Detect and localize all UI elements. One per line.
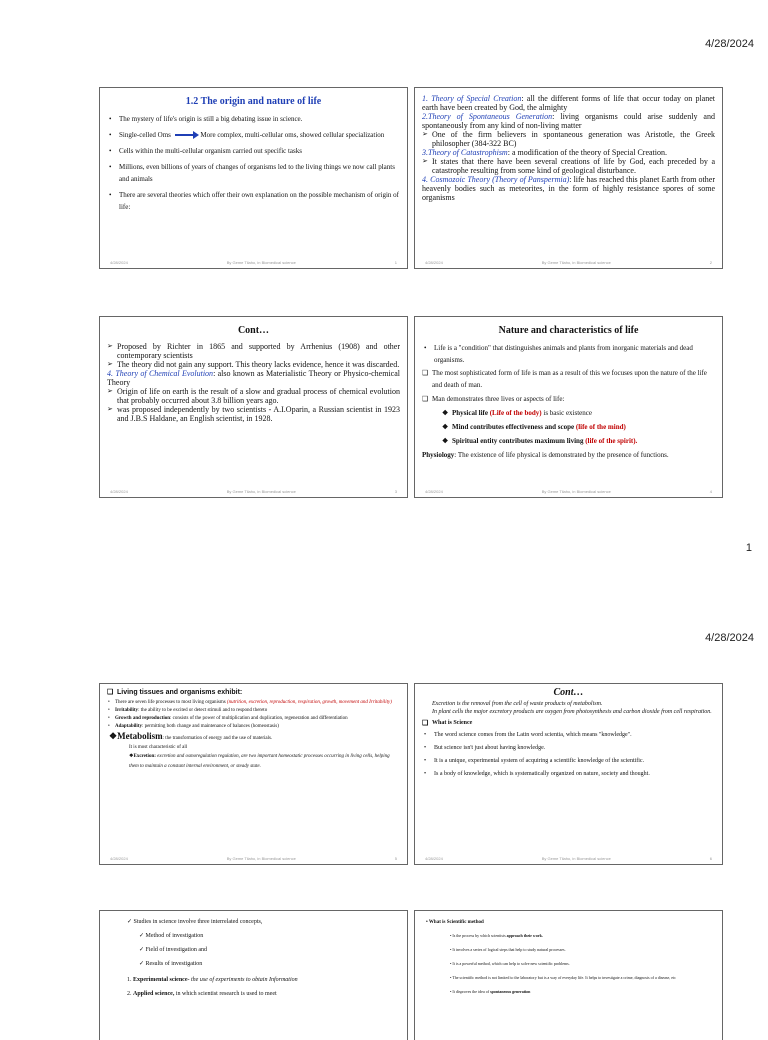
slide-title: Cont… [237,325,270,336]
slide-nature-of-life [414,316,723,498]
slide-cont-1 [99,316,408,498]
list-item: • It is a unique, experimental system of acquiring a scientific knowledge of the scientific. [422,756,715,767]
list-item: ❖ Mind contributes effectiveness and scope (life of the mind) [422,421,715,433]
page-date: 4/28/2024 [705,38,754,50]
page-date: 4/28/2024 [705,632,754,644]
list-item: It is most characteristic of all [129,745,188,750]
bullet-text: Single-celled Oms [119,131,171,139]
slide-title: Cont… [553,687,584,698]
list-item: ✓ Studies in science involve three interrelated concepts, [127,919,263,925]
list-item [107,129,400,141]
list-item: • Millions, even billions of years of changes of organisms led to the living things we now call plants and animals [107,161,400,185]
list-item: • Is the process by which scientists approach their work. [450,933,543,938]
theory-1: 1. Theory of Special Creation: all the different forms of life that occur today on planet earth have been created by God, the almighty [422,94,715,112]
slide-footer: 4/28/2024 By Geme Tilaho, in Biomedical science 2 [425,260,712,265]
list-item: Excretion is the removal from the cell of waste products of metabolism. [432,701,603,707]
list-item: ❑ The most sophisticated form of life is man as a result of this we focuses upon the nature of the life and death of man. [422,367,715,391]
slide-origin-of-life [99,87,408,269]
list-item: • What is Scientific method [426,920,484,925]
theory-3: 3.Theory of Catastrophism: a modification of the theory of Special Creation. [422,148,668,157]
list-item: ➢ The theory did not gain any support. This theory lacks evidence, hence it was discarded. [107,360,400,369]
theory-2-note: ➢ One of the firm believers in spontaneous generation was Aristotle, the Greek philosopher (384-322 BC) [422,130,715,148]
section-heading: ❑ What is Science [422,718,715,728]
list-item: ✓ Field of investigation and [139,947,208,953]
list-item: • But science isn't just about having knowledge. [422,743,715,754]
list-item: • Irritability: the ability to be excited or detect stimuli and to respond thereto [107,707,400,714]
list-item: ➢ was proposed independently by two scientists - A.I.Oparin, a Russian scientist in 1923 and J.B.S Haldane, an English scientist, in 1928. [107,405,400,423]
list-item: • The mystery of life's origin is still a big debating issue in science. [107,113,400,125]
list-item: • There are seven life processes to most living organisms (nutrition, excretion, reproduction, respiration, growth, movement and Irritability) [107,699,400,706]
slide-title: 1.2 The origin and nature of life [185,96,322,107]
list-item: ❑ Man demonstrates three lives or aspects of life: [422,393,715,405]
list-item: ➢ Origin of life on earth is the result of a slow and gradual process of chemical evolution that probably occurred about 3.8 billion years ago. [107,387,400,405]
slide-living-tissues [99,683,408,865]
theory-chemical: 4. Theory of Chemical Evolution: also known as Materialistic Theory or Physico-chemical Theory [107,369,400,387]
slide-heading: ❑ Living tissues and organisms exhibit: [107,688,400,697]
slide-what-is-science [414,683,723,865]
slide-title: Nature and characteristics of life [498,325,639,336]
list-item: ➢ Proposed by Richter in 1865 and supported by Arrhenius (1908) and other contemporary scientists [107,342,400,360]
list-item: 1. Experimental science- the use of experiments to obtain Information [127,977,298,983]
list-item: • Cells within the multi-cellular organism carried out specific tasks [107,145,400,157]
list-item: • It is a powerful method, which can help to solve new scientific problems. [450,961,570,966]
right-arrow-icon [173,131,199,139]
slide-footer: 4/28/2024 By Geme Tilaho, in Biomedical science 4 [425,489,712,494]
list-item: • The scientific method is not limited to the laboratory but is a way of everyday life. It helps to investigate a crime, diagnosis of a disease, etc [450,975,676,980]
slide-footer: 4/28/2024 By Geme Tilaho, in Biomedical science 6 [425,856,712,861]
list-item: • It involves a series of logical steps that help to study natural processes. [450,947,566,952]
list-item: • Growth and reproduction: consists of the power of multiplication and duplication, regeneration and differentiation [107,715,400,722]
slide-science-concepts [99,910,408,1040]
slide-theories [414,87,723,269]
list-item: • There are several theories which offer their own explanation on the possible mechanism of origin of life: [107,189,400,213]
bullet-text: More complex, multi-cellular oms, showed cellular specialization [200,131,385,139]
slide-footer: 4/28/2024 By Geme Tilaho, in Biomedical science 5 [110,856,397,861]
theory-4: 4. Cosmozoic Theory (Theory of Panspermia): life has reached this planet Earth from other heavenly bodies such as meteorites, in the form of highly resistance spores of some organisms [422,175,715,202]
list-item: • The word science comes from the Latin word scientia, which means "knowledge". [422,730,715,741]
list-item: • Adaptability: permitting both change and maintenance of balances (homeostasis) [107,723,400,730]
list-item: ❖ Physical life (Life of the body) is basic existence [422,407,715,419]
list-item: ✓ Results of investigation [139,961,203,967]
page-number: 1 [745,542,752,554]
list-item: • Life is a "condition" that distinguishes animals and plants from inorganic materials and dead organisms. [422,342,715,366]
list-item: ❖ Spiritual entity contributes maximum living (life of the spirit). [422,435,715,447]
theory-3-note: ➢ It states that there have been several creations of life by God, each preceded by a catastrophe resulting from some kind of geological disturbance. [422,157,715,175]
slide-footer: 4/28/2024 By Geme Tilaho, in Biomedical science 1 [110,260,397,265]
list-item: 2. Applied science, in which scientist research is used to meet [127,991,277,997]
list-item: • It disproves the idea of spontaneous generation [450,989,531,994]
physiology-text: Physiology: The existence of life physical is demonstrated by the presence of functions. [422,451,669,459]
list-item: In plant cells the major excretory products are oxygen from photosynthesis and carbon dioxide from cell respiration. [432,709,712,715]
slide-scientific-method [414,910,723,1040]
theory-2: 2.Theory of Spontaneous Generation: living organisms could arise suddenly and spontaneously from any kind of non-living matter [422,112,715,130]
list-item: ✓ Method of investigation [139,933,204,939]
metabolism-line: ❖Metabolism: the transformation of energy and the use of materials. [109,731,273,741]
list-item: • Is a body of knowledge, which is systematically organized on nature, society and thought. [422,769,715,780]
excretion-text: ❖Excretion: excretion and osmoregulation regulation, are two important homeostatic processes occurring in living cells, helping them to maintain a constant internal environment, or steady state. [129,754,390,769]
slide-footer: 4/28/2024 By Geme Tilaho, in Biomedical science 3 [110,489,397,494]
